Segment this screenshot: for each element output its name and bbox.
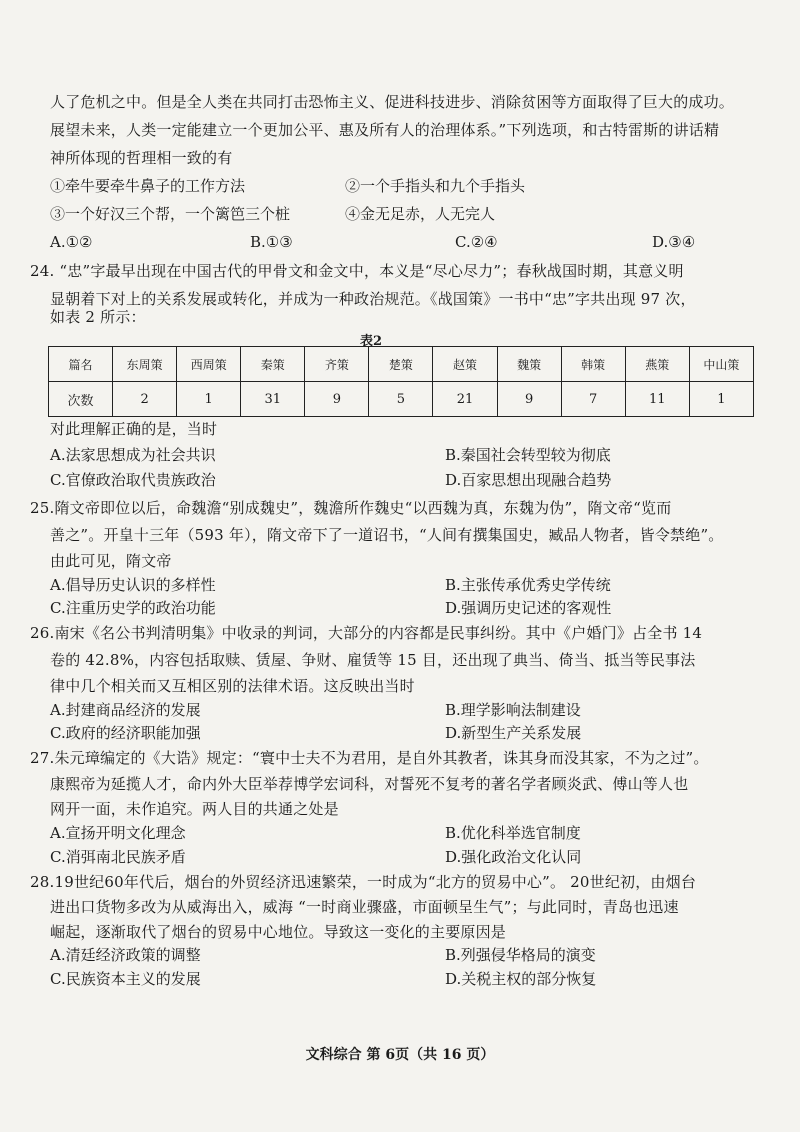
q24-line-1: 24. “忠”字最早出现在中国古代的甲骨文和金文中，本义是“尽心尽力”；春秋战国时期，其意义明 bbox=[30, 262, 684, 280]
q26-line-2: 卷的 42.8%，内容包括取赎、赁屋、争财、雇赁等 15 目，还出现了典当、倚当、抵当等民事法 bbox=[50, 651, 696, 669]
q24-stem: 对此理解正确的是，当时 bbox=[50, 420, 218, 438]
q26-line-1: 26.南宋《名公书判清明集》中收录的判词，大部分的内容都是民事纠纷。其中《户婚门》占全书 14 bbox=[30, 624, 703, 642]
q24-line-3: 如表 2 所示： bbox=[50, 308, 146, 326]
q26-option-d: D.新型生产关系发展 bbox=[445, 724, 582, 742]
q28-option-d: D.关税主权的部分恢复 bbox=[445, 970, 597, 988]
q27-line-1: 27.朱元璋编定的《大诰》规定：“寰中士夫不为君用，是自外其教者，诛其身而没其家，不为之过”。 bbox=[30, 749, 709, 767]
q25-option-c: C.注重历史学的政治功能 bbox=[50, 599, 216, 617]
q26-option-a: A.封建商品经济的发展 bbox=[50, 701, 201, 719]
page-footer: 文科综合 第 6页（共 16 页） bbox=[305, 1047, 495, 1063]
q27-line-3: 网开一面，未作追究。两人目的共通之处是 bbox=[50, 800, 339, 818]
data-table bbox=[48, 346, 754, 417]
q24-option-a: A.法家思想成为社会共识 bbox=[50, 446, 216, 464]
table-header-cell: 中山策 bbox=[689, 347, 753, 382]
table-cell: 31 bbox=[241, 382, 305, 417]
table-cell: 次数 bbox=[49, 382, 113, 417]
table-cell: 9 bbox=[305, 382, 369, 417]
table-header-cell: 魏策 bbox=[497, 347, 561, 382]
table-header-cell: 篇名 bbox=[49, 347, 113, 382]
q23-option-a: A.①② bbox=[50, 233, 93, 251]
table-header-cell: 楚策 bbox=[369, 347, 433, 382]
q23-item-2: ②一个手指头和九个手指头 bbox=[345, 177, 526, 195]
q26-option-c: C.政府的经济职能加强 bbox=[50, 724, 201, 742]
q23-line-2: 展望未来，人类一定能建立一个更加公平、惠及所有人的治理体系。”下列选项，和古特雷斯的讲话精 bbox=[50, 121, 720, 139]
table-cell: 11 bbox=[625, 382, 689, 417]
q27-option-b: B.优化科举选官制度 bbox=[445, 824, 581, 842]
q27-option-d: D.强化政治文化认同 bbox=[445, 848, 582, 866]
q27-option-a: A.宣扬开明文化理念 bbox=[50, 824, 186, 842]
q23-item-3: ③一个好汉三个帮，一个篱笆三个桩 bbox=[50, 205, 291, 223]
q23-option-c: C.②④ bbox=[455, 233, 498, 251]
table-row bbox=[49, 382, 754, 417]
q24-option-d: D.百家思想出现融合趋势 bbox=[445, 471, 612, 489]
table-header-cell: 齐策 bbox=[305, 347, 369, 382]
table-cell: 2 bbox=[113, 382, 177, 417]
q23-line-1: 人了危机之中。但是全人类在共同打击恐怖主义、促进科技进步、消除贫困等方面取得了巨大的成功。 bbox=[50, 93, 735, 111]
q26-option-b: B.理学影响法制建设 bbox=[445, 701, 581, 719]
q26-line-3: 律中几个相关而又互相区别的法律术语。这反映出当时 bbox=[50, 677, 415, 695]
table-header-cell: 东周策 bbox=[113, 347, 177, 382]
q28-option-a: A.清廷经济政策的调整 bbox=[50, 946, 201, 964]
q23-item-1: ①牵牛要牵牛鼻子的工作方法 bbox=[50, 177, 246, 195]
table-cell: 5 bbox=[369, 382, 433, 417]
q25-option-b: B.主张传承优秀史学传统 bbox=[445, 576, 611, 594]
table-header-cell: 秦策 bbox=[241, 347, 305, 382]
q27-line-2: 康熙帝为延揽人才，命内外大臣举荐博学宏词科，对誓死不复考的著名学者顾炎武、傅山等人也 bbox=[50, 775, 689, 793]
q25-line-2: 善之”。开皇十三年（593 年），隋文帝下了一道诏书，“人间有撰集国史，臧品人物者，皆令禁绝”。 bbox=[50, 526, 724, 544]
table-caption: 表2 bbox=[360, 334, 383, 349]
table-cell: 7 bbox=[561, 382, 625, 417]
table-header-cell: 赵策 bbox=[433, 347, 497, 382]
q23-item-4: ④金无足赤，人无完人 bbox=[345, 205, 496, 223]
table-header-cell: 韩策 bbox=[561, 347, 625, 382]
q23-line-3: 神所体现的哲理相一致的有 bbox=[50, 149, 233, 167]
q24-option-b: B.秦国社会转型较为彻底 bbox=[445, 446, 611, 464]
q24-option-c: C.官僚政治取代贵族政治 bbox=[50, 471, 216, 489]
q27-option-c: C.消弭南北民族矛盾 bbox=[50, 848, 186, 866]
q25-option-a: A.倡导历史认识的多样性 bbox=[50, 576, 216, 594]
q25-line-3: 由此可见，隋文帝 bbox=[50, 552, 172, 570]
table-header-row bbox=[49, 347, 754, 382]
q24-line-2: 显朝着下对上的关系发展或转化，并成为一种政治规范。《战国策》一书中“忠”字共出现 97 次， bbox=[50, 290, 696, 308]
q28-option-c: C.民族资本主义的发展 bbox=[50, 970, 201, 988]
table-header-cell: 燕策 bbox=[625, 347, 689, 382]
q28-option-b: B.列强侵华格局的演变 bbox=[445, 946, 596, 964]
table-cell: 21 bbox=[433, 382, 497, 417]
q28-line-3: 崛起，逐渐取代了烟台的贸易中心地位。导致这一变化的主要原因是 bbox=[50, 923, 507, 941]
table-cell: 1 bbox=[689, 382, 753, 417]
table-cell: 1 bbox=[177, 382, 241, 417]
q23-option-b: B.①③ bbox=[250, 233, 293, 251]
table-header-cell: 西周策 bbox=[177, 347, 241, 382]
q25-line-1: 25.隋文帝即位以后，命魏澹“别成魏史”，魏澹所作魏史“以西魏为真，东魏为伪”，隋文帝“览而 bbox=[30, 499, 672, 517]
q28-line-2: 进出口货物多改为从威海出入，威海 “一时商业骤盛，市面顿呈生气”；与此同时，青岛也迅速 bbox=[50, 898, 679, 916]
q25-option-d: D.强调历史记述的客观性 bbox=[445, 599, 612, 617]
q23-option-d: D.③④ bbox=[652, 233, 696, 251]
q28-line-1: 28.19世纪60年代后，烟台的外贸经济迅速繁荣，一时成为“北方的贸易中心”。 20世纪初，由烟台 bbox=[30, 873, 697, 891]
table-cell: 9 bbox=[497, 382, 561, 417]
